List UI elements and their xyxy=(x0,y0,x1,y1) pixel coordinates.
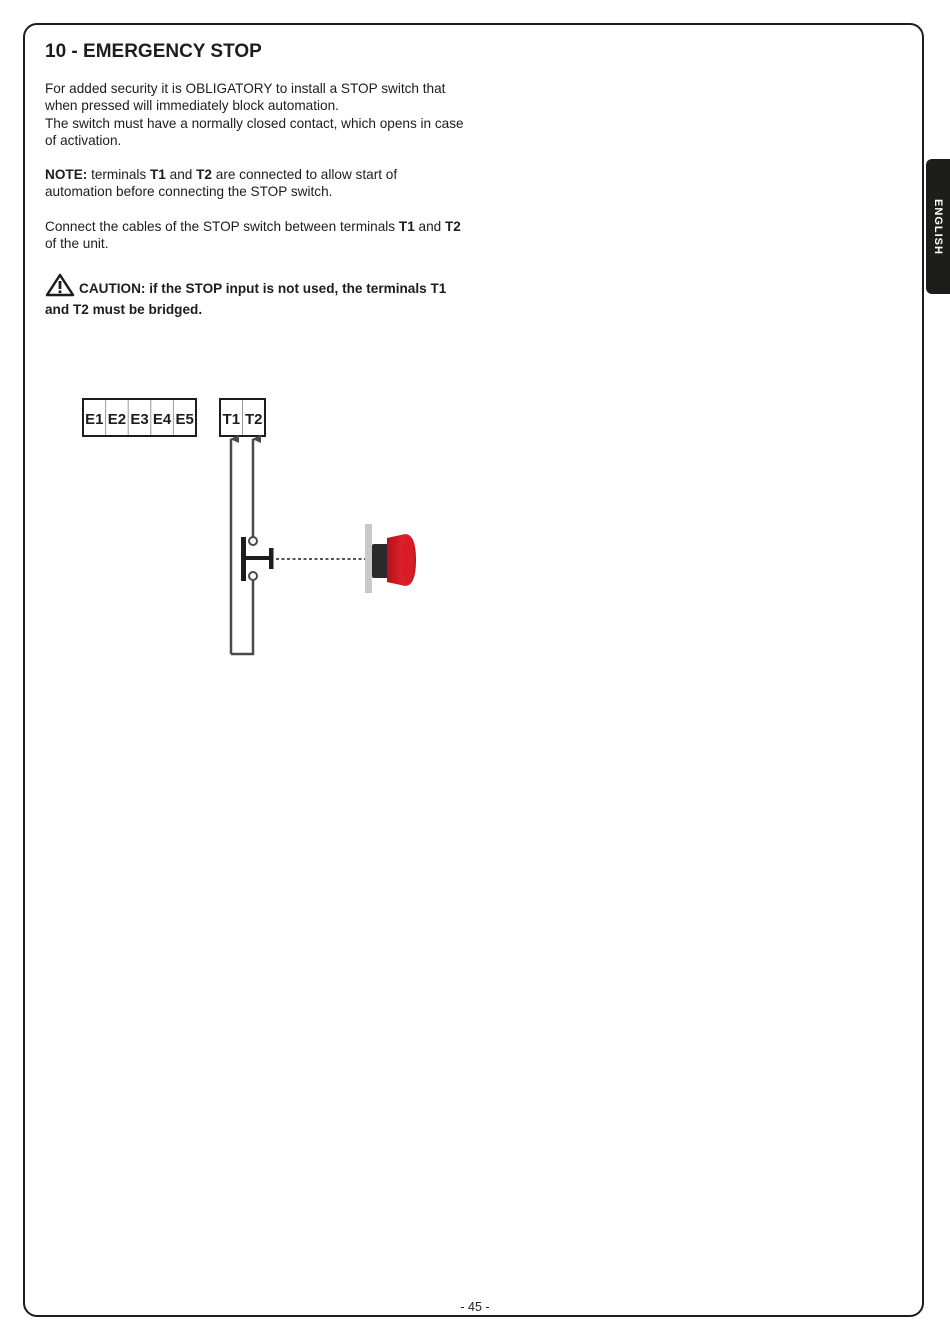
terminal-e4: E4 xyxy=(152,411,172,428)
terminal-t2: T2 xyxy=(244,411,263,428)
language-tab-label: ENGLISH xyxy=(932,198,944,255)
connect-paragraph xyxy=(45,218,465,253)
note-text-b: and xyxy=(165,167,197,182)
e-terminal-block xyxy=(83,399,196,436)
caution-text: CAUTION: if the STOP input is not used, the terminals T1 and T2 must be bridged. xyxy=(45,281,447,318)
language-tab xyxy=(926,159,950,294)
section-title: 10 - EMERGENCY STOP xyxy=(45,41,262,62)
connect-text-c: of the unit. xyxy=(45,236,109,252)
connect-t2: T2 xyxy=(445,219,461,234)
connect-text-b: and xyxy=(414,219,445,234)
note-label: NOTE: xyxy=(45,167,88,182)
emergency-stop-button-icon xyxy=(365,524,416,593)
connect-text-a: Connect the cables of the STOP switch between terminals xyxy=(45,219,399,234)
note-t2: T2 xyxy=(196,167,212,182)
wiring-diagram xyxy=(75,392,435,667)
terminal-e1: E1 xyxy=(85,411,104,428)
t-terminal-block xyxy=(220,399,265,436)
note-t1: T1 xyxy=(150,167,166,182)
note-text-a: terminals xyxy=(87,167,150,182)
terminal-t1: T1 xyxy=(222,411,241,428)
warning-icon xyxy=(45,273,75,301)
terminal-e5: E5 xyxy=(175,411,194,428)
intro-line-1: For added security it is OBLIGATORY to install a STOP switch that when pressed will immediately block automation. xyxy=(45,81,446,114)
caution-paragraph xyxy=(45,273,465,319)
intro-paragraph xyxy=(45,80,465,149)
terminal-e3: E3 xyxy=(130,411,149,428)
page-number: - 45 - xyxy=(460,1300,490,1314)
connect-t1: T1 xyxy=(398,219,415,234)
note-paragraph xyxy=(45,166,465,201)
note-text-c: are connected to allow start of automation before connecting the STOP switch. xyxy=(45,167,398,200)
intro-line-2: The switch must have a normally closed contact, which opens in case of activation. xyxy=(45,115,464,148)
terminal-e2: E2 xyxy=(107,411,127,428)
stop-switch-symbol xyxy=(241,537,274,581)
